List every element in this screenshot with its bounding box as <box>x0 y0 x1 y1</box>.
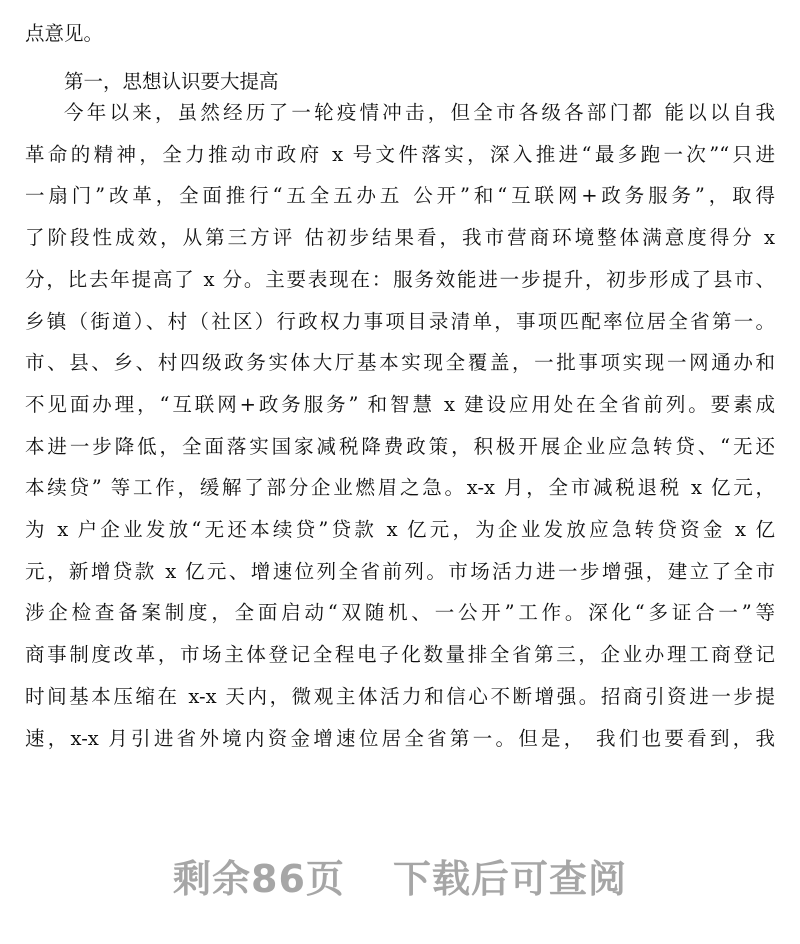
paragraph-line: 革命的精神，全力推动市政府 x 号文件落实，深入推进“最多跑一次”“只进 <box>25 142 775 166</box>
paragraph-line: 元，新增贷款 x 亿元、增速位列全省前列。市场活力进一步增强，建立了全市 <box>25 559 775 583</box>
previous-paragraph-end: 点意见。 <box>25 22 104 45</box>
remaining-pages-text: 剩余86页 <box>173 857 345 901</box>
paragraph-line: 时间基本压缩在 x-x 天内，微观主体活力和信心不断增强。招商引资进一步提 <box>25 684 775 708</box>
paragraph-line: 市、县、乡、村四级政务实体大厅基本实现全覆盖，一批事项实现一网通办和 <box>25 351 775 375</box>
paragraph-line: 本续贷” 等工作，缓解了部分企业燃眉之急。x-x 月，全市减税退税 x 亿元， <box>25 476 775 500</box>
paragraph-line: 今年以来，虽然经历了一轮疫情冲击，但全市各级各部门都 能以以自我 <box>64 101 775 124</box>
paragraph-line: 为 x 户企业发放“无还本续贷”贷款 x 亿元，为企业发放应急转贷资金 x 亿 <box>25 518 775 541</box>
paragraph-line: 乡镇（街道）、村（社区）行政权力事项目录清单，事项匹配率位居全省第一。 <box>25 309 775 333</box>
paragraph-line: 一扇门”改革，全面推行“五全五办五 公开”和“互联网+政务服务”，取得 <box>25 184 775 208</box>
paragraph-line: 商事制度改革，市场主体登记全程电子化数量排全省第三，企业办理工商登记 <box>25 643 775 667</box>
paragraph-line: 涉企检查备案制度，全面启动“双随机、一公开”工作。深化“多证合一”等 <box>25 601 775 625</box>
paragraph-line: 分，比去年提高了 x 分。主要表现在：服务效能进一步提升，初步形成了县市、 <box>25 267 775 291</box>
paragraph-line: 本进一步降低，全面落实国家减税降费政策，积极开展企业应急转贷、“无还 <box>25 434 775 458</box>
download-to-view-text: 下载后可查阅 <box>392 857 627 901</box>
paragraph-line: 速，x-x 月引进省外境内资金增速位居全省第一。但是， 我们也要看到，我 <box>25 726 775 750</box>
section-heading: 第一，思想认识要大提高 <box>64 70 279 93</box>
download-prompt-banner[interactable] <box>0 848 800 903</box>
paragraph-line: 不见面办理，“互联网+政务服务” 和智慧 x 建设应用处在全省前列。要素成 <box>25 392 775 416</box>
paragraph-line: 了阶段性成效，从第三方评 估初步结果看，我市营商环境整体满意度得分 x <box>25 226 775 250</box>
